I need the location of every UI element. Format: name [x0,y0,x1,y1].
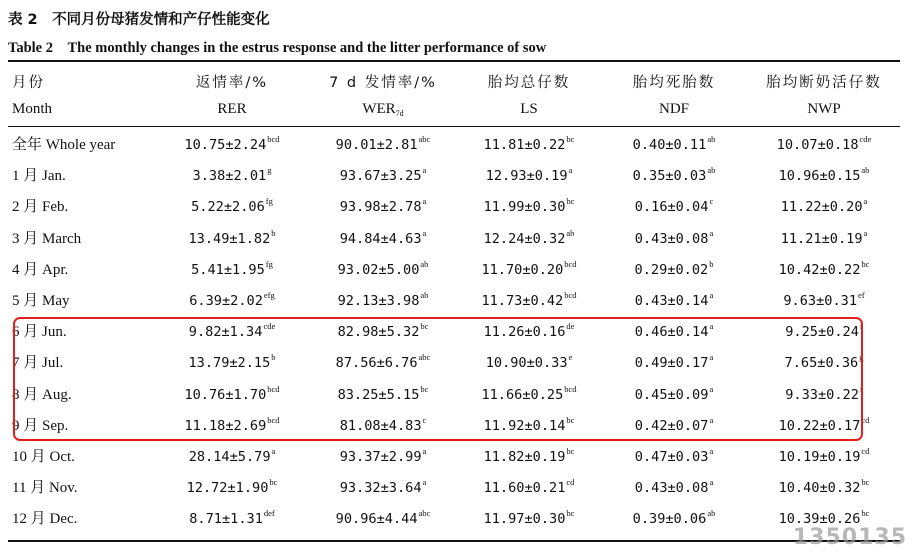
cell-significance-letters: ab [707,508,716,519]
cell-value: 10.22±0.17 [778,417,861,434]
cell-value: 6.39±2.02 [189,293,263,310]
cell-significance-letters: a [422,227,427,238]
cell-value: 28.14±5.79 [188,448,271,465]
table-row [8,502,900,533]
table-row [8,128,900,159]
cell-significance-letters: c [422,414,427,425]
cell-significance-letters: bc [420,383,429,394]
cell-value: 11.99±0.30 [483,199,566,216]
header-wer-cn: 7 d 发情率/% [329,74,437,91]
highlight-box [13,317,863,441]
cell-significance-letters: ef [858,290,865,301]
cell-significance-letters: a [422,477,427,488]
cell-significance-letters: bc [566,445,575,456]
header-row-en [8,96,900,122]
cell-value: 0.42±0.07 [634,417,709,434]
row-month-label: 3 月 March [12,230,82,247]
cell-ndf [600,502,748,533]
header-wer-en-text: WER [362,100,396,117]
cell-rer [156,159,308,190]
cell-significance-letters: b [709,258,714,269]
cell-value: 11.82±0.19 [483,448,566,465]
cell-rer [156,440,308,471]
cell-significance-letters: def [263,508,275,519]
table-caption-en: Table 2 The monthly changes in the estrus response and the litter performance of sow [8,40,547,56]
cell-value: 93.02±5.00 [337,261,420,278]
cell-value: 87.56±6.76 [335,355,418,372]
cell-value: 93.37±2.99 [339,448,422,465]
cell-significance-letters: cde [263,321,276,332]
cell-significance-letters: bcd [267,134,280,145]
cell-nwp [748,128,900,159]
cell-wer [308,159,458,190]
cell-value: 9.33±0.22 [785,386,859,403]
cell-value: 0.46±0.14 [634,324,709,341]
cell-value: 0.40±0.11 [632,137,707,154]
cell-ls [458,440,600,471]
cell-significance-letters: a [271,445,276,456]
cell-value: 13.79±2.15 [188,355,271,372]
table-row [8,253,900,284]
cell-value: 9.82±1.34 [188,324,263,341]
row-month-label: 全年 Whole year [12,137,116,154]
cell-significance-letters: a [709,290,714,301]
cell-value: 8.71±1.31 [189,511,263,528]
cell-rer [156,502,308,533]
cell-value: 0.45±0.09 [634,386,709,403]
cell-rer [156,190,308,221]
cell-value: 94.84±4.63 [339,230,422,247]
cell-rer [156,128,308,159]
cell-ls [458,128,600,159]
cell-significance-letters: bcd [564,290,577,301]
data-table [8,66,900,533]
table-row [8,190,900,221]
cell-nwp [748,471,900,502]
row-month-label: 12 月 Dec. [12,511,78,528]
cell-significance-letters: g [859,352,864,363]
cell-value: 7.65±0.36 [784,355,859,372]
cell-wer [308,222,458,253]
cell-significance-letters: a [863,196,868,207]
cell-value: 0.35±0.03 [632,168,707,185]
cell-ndf [600,190,748,221]
row-month-label: 11 月 Nov. [12,480,78,497]
cell-significance-letters: a [709,227,714,238]
cell-significance-letters: a [709,414,714,425]
cell-ndf [600,440,748,471]
cell-nwp [748,284,900,315]
cell-value: 93.98±2.78 [339,199,422,216]
cell-wer [308,471,458,502]
cell-ndf [600,159,748,190]
header-ls-cn: 胎均总仔数 [487,74,571,91]
cell-nwp [748,159,900,190]
cell-significance-letters: bc [269,477,278,488]
cell-significance-letters: cd [861,414,870,425]
cell-value: 81.08±4.83 [339,417,422,434]
row-month-label: 9 月 Sep. [12,417,69,434]
cell-significance-letters: a [709,352,714,363]
cell-significance-letters: c [709,196,714,207]
cell-ls [458,159,600,190]
cell-significance-letters: efg [263,290,275,301]
header-rer-en: RER [217,100,247,117]
cell-significance-letters: abc [418,134,431,145]
cell-significance-letters: bcd [564,383,577,394]
cell-ndf [600,128,748,159]
cell-significance-letters: ab [566,227,575,238]
cell-significance-letters: ab [707,165,716,176]
cell-value: 12.72±1.90 [186,480,269,497]
header-ndf-en: NDF [658,100,689,117]
cell-value: 9.63±0.31 [783,293,858,310]
cell-value: 10.07±0.18 [776,137,859,154]
cell-value: 10.40±0.32 [778,480,861,497]
cell-rer [156,222,308,253]
cell-significance-letters: abc [418,508,431,519]
cell-significance-letters: bc [861,258,870,269]
cell-value: 5.41±1.95 [191,261,265,278]
cell-value: 13.49±1.82 [188,230,271,247]
cell-significance-letters: a [422,165,427,176]
header-nwp-en: NWP [807,100,841,117]
cell-value: 93.67±3.25 [339,168,422,185]
cell-ls [458,502,600,533]
bottom-rule [8,540,900,542]
row-month-label: 1 月 Jan. [12,168,66,185]
cell-significance-letters: de [566,321,575,332]
cell-significance-letters: ab [861,165,870,176]
cell-value: 11.81±0.22 [483,137,566,154]
table-row [8,222,900,253]
cell-significance-letters: bcd [267,383,280,394]
cell-value: 10.39±0.26 [778,511,861,528]
row-month-label: 5 月 May [12,293,70,310]
cell-significance-letters: bc [566,508,575,519]
cell-significance-letters: cd [566,477,575,488]
cell-rer [156,253,308,284]
cell-value: 0.16±0.04 [634,199,709,216]
cell-ndf [600,253,748,284]
cell-value: 9.25±0.24 [785,324,859,341]
cell-value: 11.60±0.21 [483,480,566,497]
cell-value: 0.47±0.03 [634,448,709,465]
cell-significance-letters: bc [566,414,575,425]
cell-value: 90.96±4.44 [335,511,418,528]
cell-significance-letters: b [271,227,276,238]
cell-nwp [748,253,900,284]
header-nwp-cn: 胎均断奶活仔数 [766,74,882,91]
cell-significance-letters: ab [420,258,429,269]
cell-significance-letters: a [863,227,868,238]
header-ls-en: LS [520,100,538,117]
cell-rer [156,471,308,502]
cell-value: 11.26±0.16 [483,324,566,341]
cell-value: 0.43±0.08 [634,480,709,497]
cell-value: 10.75±2.24 [184,137,267,154]
row-month-label: 6 月 Jun. [12,324,67,341]
header-row-cn [8,66,900,96]
cell-value: 0.29±0.02 [634,261,709,278]
table-row [8,440,900,471]
cell-value: 11.22±0.20 [780,199,863,216]
cell-wer [308,128,458,159]
cell-significance-letters: a [709,383,714,394]
row-month-label: 2 月 Feb. [12,199,69,216]
cell-significance-letters: a [709,477,714,488]
cell-significance-letters: bc [861,508,870,519]
cell-value: 10.90±0.33 [485,355,568,372]
cell-significance-letters: a [709,321,714,332]
cell-rer [156,284,308,315]
cell-ls [458,190,600,221]
header-month-cn: 月份 [12,74,45,91]
cell-significance-letters: bc [566,134,575,145]
cell-value: 11.70±0.20 [481,261,564,278]
cell-wer [308,502,458,533]
cell-ndf [600,284,748,315]
table-row [8,284,900,315]
cell-significance-letters: fg [265,196,273,207]
cell-significance-letters: b [271,352,276,363]
cell-value: 0.49±0.17 [634,355,709,372]
cell-significance-letters: bcd [564,258,577,269]
cell-ls [458,222,600,253]
cell-value: 0.43±0.08 [634,230,709,247]
cell-value: 12.24±0.32 [483,230,566,247]
header-month-en: Month [12,100,53,117]
cell-value: 92.13±3.98 [337,293,420,310]
cell-value: 11.73±0.42 [481,293,564,310]
row-month-label: 10 月 Oct. [12,448,75,465]
cell-nwp [748,440,900,471]
row-month-label: 8 月 Aug. [12,386,72,403]
cell-significance-letters: f [859,321,863,332]
cell-wer [308,284,458,315]
cell-ls [458,471,600,502]
table-row [8,471,900,502]
cell-value: 11.92±0.14 [483,417,566,434]
cell-value: 5.22±2.06 [191,199,265,216]
cell-wer [308,440,458,471]
cell-significance-letters: a [568,165,573,176]
cell-value: 11.21±0.19 [780,230,863,247]
cell-value: 10.76±1.70 [184,386,267,403]
header-ndf-cn: 胎均死胎数 [632,74,716,91]
cell-significance-letters: bc [861,477,870,488]
cell-value: 11.18±2.69 [184,417,267,434]
watermark: 1350135 [792,525,907,550]
cell-value: 10.96±0.15 [778,168,861,185]
cell-ndf [600,222,748,253]
cell-value: 10.19±0.19 [778,448,861,465]
cell-ls [458,253,600,284]
cell-significance-letters: cd [861,445,870,456]
cell-significance-letters: f [859,383,863,394]
cell-significance-letters: a [422,196,427,207]
cell-wer [308,253,458,284]
top-rule [8,60,900,62]
cell-significance-letters: a [422,445,427,456]
cell-value: 0.43±0.14 [634,293,709,310]
cell-value: 11.66±0.25 [481,386,564,403]
cell-nwp [748,222,900,253]
header-wer-en [308,96,458,122]
cell-value: 82.98±5.32 [337,324,420,341]
row-month-label: 4 月 Apr. [12,261,69,278]
cell-significance-letters: e [568,352,573,363]
cell-significance-letters: ab [707,134,716,145]
cell-nwp [748,190,900,221]
row-month-label: 7 月 Jul. [12,355,64,372]
cell-value: 3.38±2.01 [192,168,267,185]
cell-value: 10.42±0.22 [778,261,861,278]
cell-significance-letters: abc [418,352,431,363]
header-rer-cn: 返情率/% [195,74,269,91]
cell-ls [458,284,600,315]
cell-value: 90.01±2.81 [335,137,418,154]
cell-significance-letters: g [267,165,272,176]
cell-value: 12.93±0.19 [485,168,568,185]
cell-significance-letters: a [709,445,714,456]
table-caption-cn: 表 2 不同月份母猪发情和产仔性能变化 [8,12,270,28]
cell-significance-letters: fg [265,258,273,269]
cell-significance-letters: ab [420,290,429,301]
cell-ndf [600,471,748,502]
cell-value: 0.39±0.06 [632,511,707,528]
cell-significance-letters: bcd [267,414,280,425]
cell-wer [308,190,458,221]
header-wer-en-sub: 7d [395,108,404,118]
cell-value: 93.32±3.64 [339,480,422,497]
cell-significance-letters: bc [420,321,429,332]
table-row [8,159,900,190]
cell-significance-letters: bc [566,196,575,207]
cell-value: 83.25±5.15 [337,386,420,403]
cell-significance-letters: cde [859,134,872,145]
cell-value: 11.97±0.30 [483,511,566,528]
